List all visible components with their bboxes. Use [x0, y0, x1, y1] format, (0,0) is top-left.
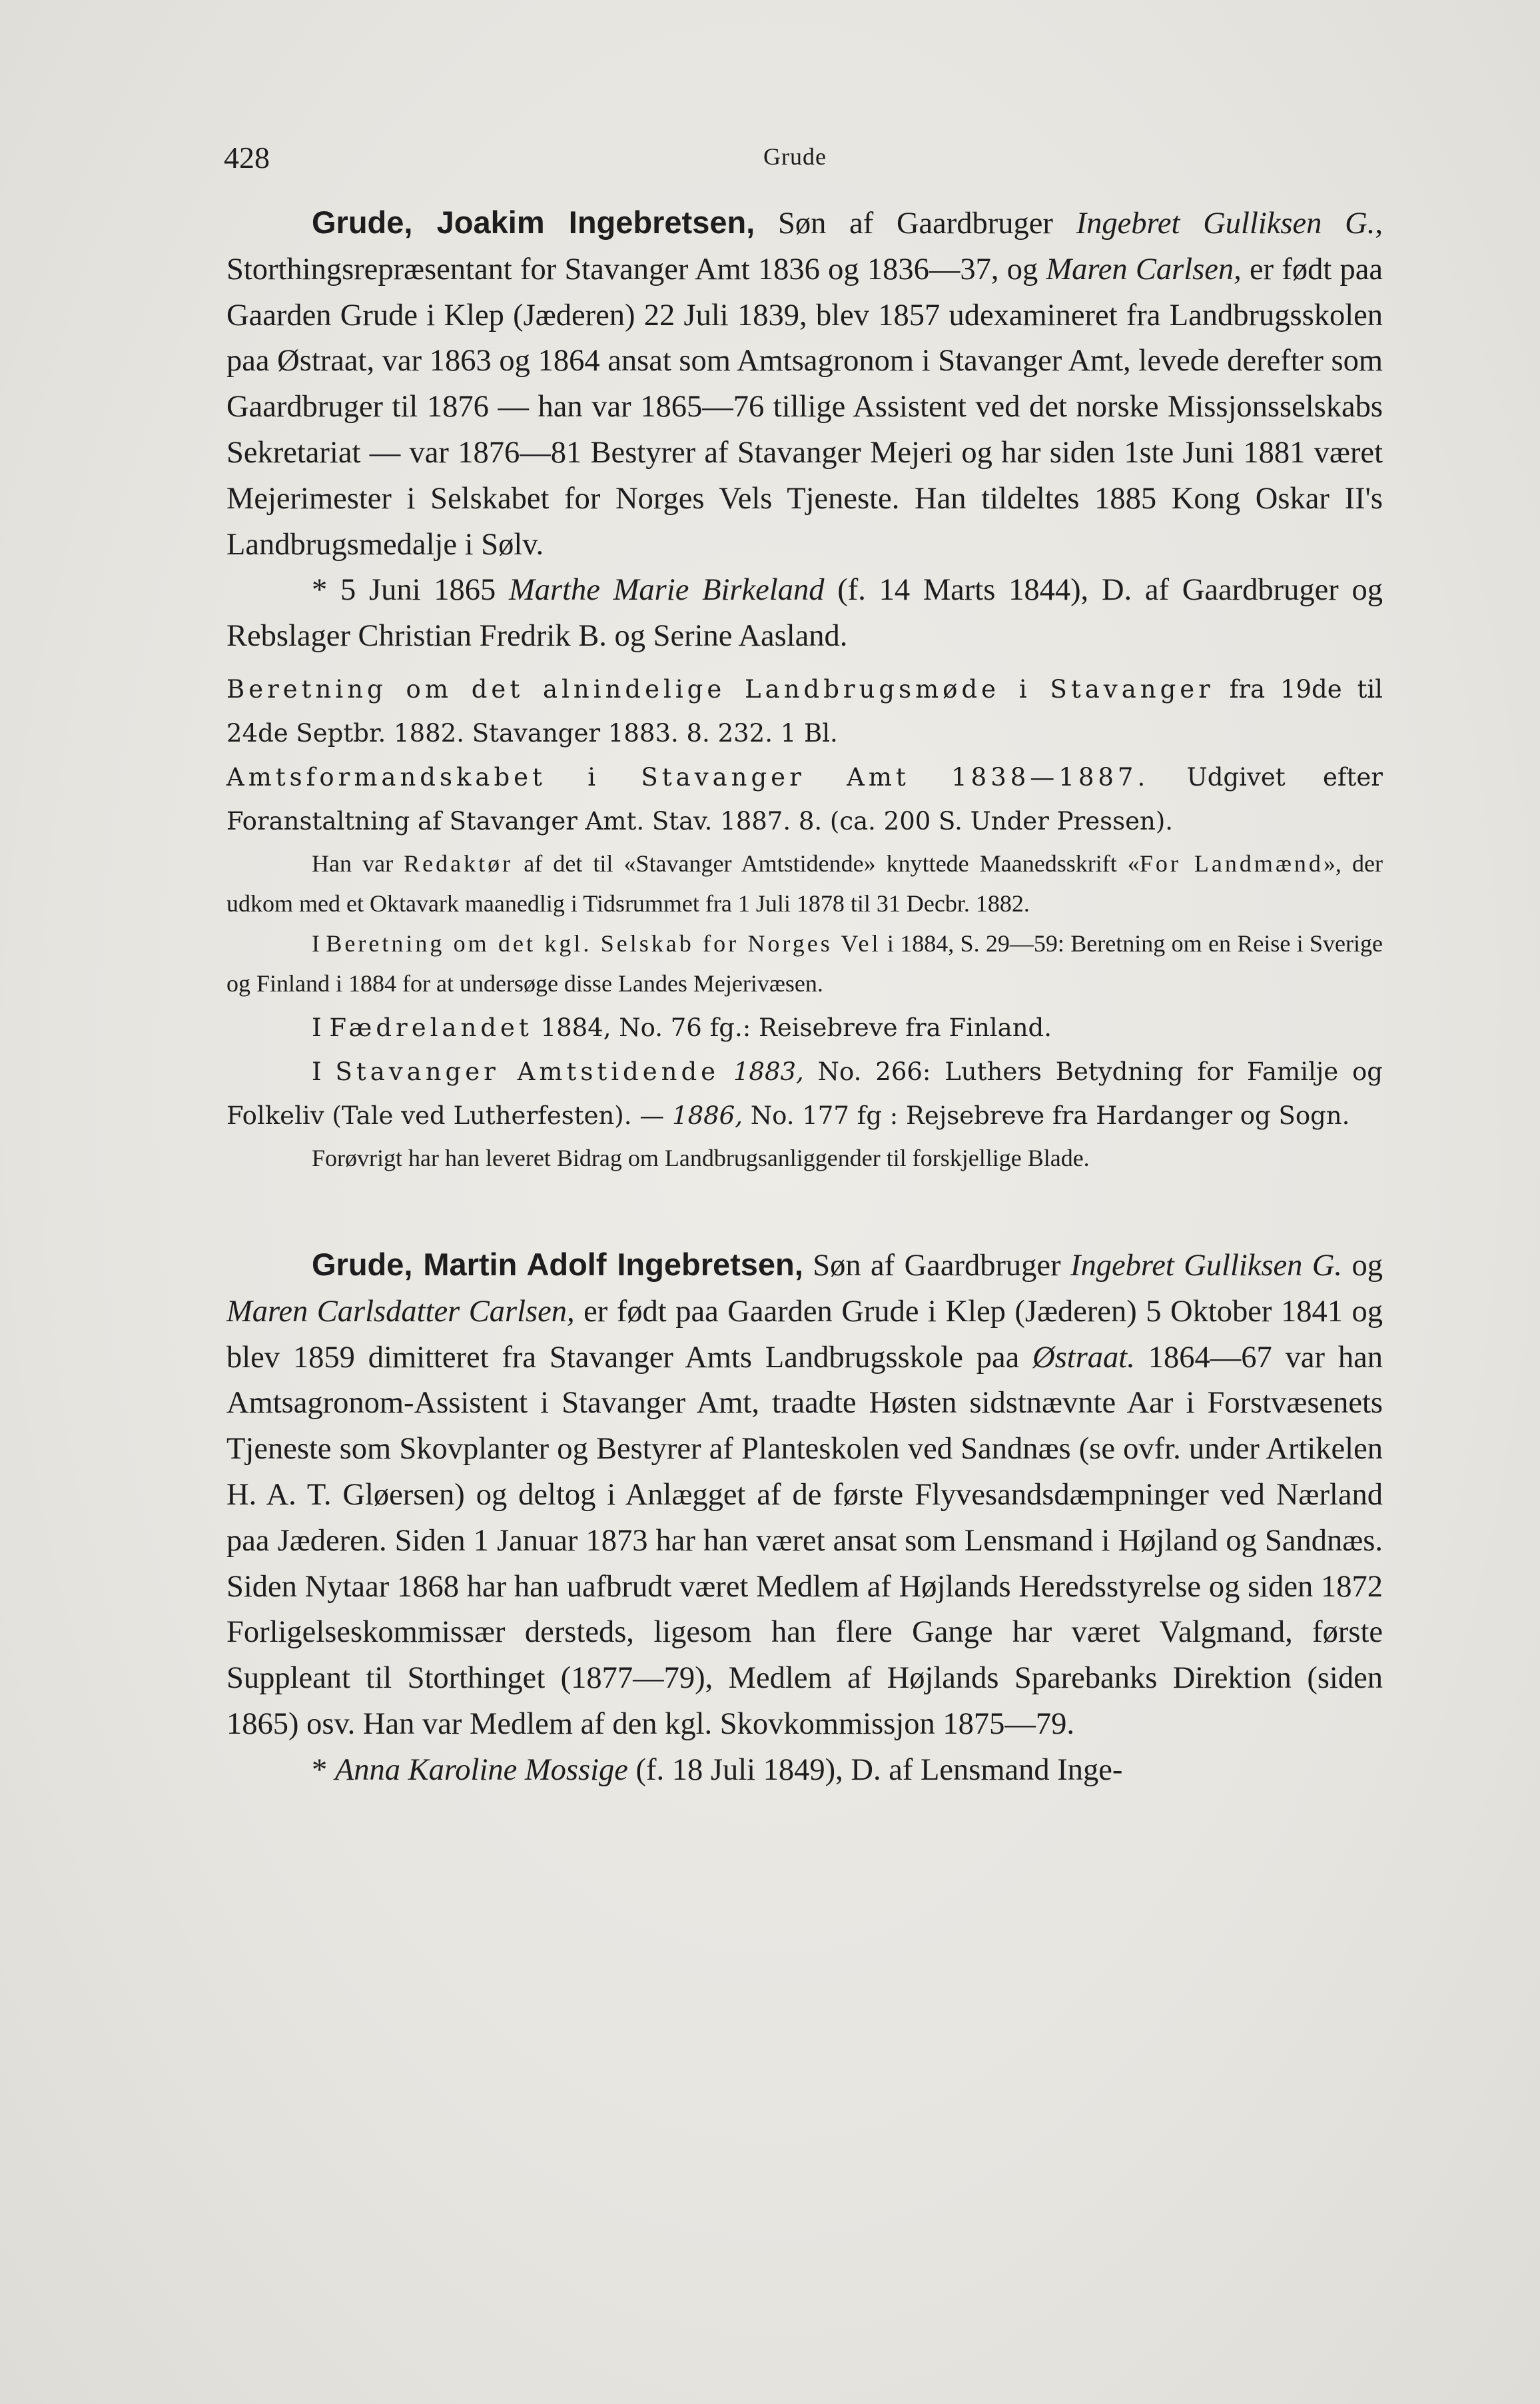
entry-2-father: Ingebret Gulliksen G.: [1070, 1248, 1343, 1283]
entry-2-place: Østraat.: [1032, 1340, 1135, 1375]
note-text: i 1884, S. 29—59: Beretning om en Reise i Sverige og Finland i 1884 for at undersøge disse Landes Mejerivæsen.: [226, 929, 1383, 997]
entry-2-text: er født paa Gaarden Grude i Klep (Jæderen) 5 Oktober 1841 og blev 1859 dimitteret fra Stavanger Amts Landbrugsskole paa: [226, 1294, 1383, 1375]
work-title: Beretning om det alnindelige Landbrugsmøde i Stavanger: [226, 674, 1214, 704]
marriage-text: *: [312, 1752, 335, 1787]
entry-1-work-4: [226, 1050, 1383, 1138]
note-spaced: Beretning om det kgl. Selskab for Norges Vel: [326, 929, 881, 957]
entry-1-note-2: [226, 923, 1383, 1003]
marriage-text: (f. 18 Juli 1849), D. af Lensmand Inge-: [627, 1752, 1123, 1787]
entry-2-biography: [226, 1242, 1383, 1748]
entry-1-text: er født paa Gaarden Grude i Klep (Jæderen) 22 Juli 1839, blev 1857 udexamineret fra Landbrugsskolen paa Østraat, var 1863 og 1864 ansat som Amtsagronom i Stavanger Amt, levede derefter som Gaardbruger til 1876 — han var 1865—76 tillige Assistent ved det norske Missjonsselskabs Sekretariat — var 1876—81 Bestyrer af Stavanger Mejeri og har siden 1ste Juni 1881 været Mejerimester i Selskabet for Norges Vels Tjeneste. Han tildeltes 1885 Kong Oskar II's Landbrugsmedalje i Sølv.: [226, 252, 1383, 562]
note-spaced: Redaktør: [404, 850, 514, 877]
work-text: No. 266: Luthers Betydning for Familje og Folkeliv (Tale ved Lutherfesten). —: [226, 1057, 1383, 1130]
marriage-text: (f. 14 Marts 1844), D. af Gaardbruger og Rebslager Christian Fredrik B. og Serine Aasland.: [226, 573, 1383, 654]
work-text: I: [312, 1057, 336, 1086]
page-body: [226, 200, 1383, 1794]
entry-1-father: Ingebret Gulliksen G.: [1076, 207, 1375, 241]
note-text: af det til «Stavanger Amtstidende» knyttede Maanedsskrift «: [513, 850, 1140, 877]
entry-1-note-1: [226, 844, 1383, 923]
work-details: fra 19de til 24de Septbr. 1882. Stavanger 1883. 8. 232. 1 Bl.: [226, 674, 1383, 748]
work-spaced: Fædrelandet: [329, 1013, 533, 1042]
entry-2-text: 1864—67 var han Amtsagronom-Assistent i Stavanger Amt, traadte Høsten sidstnævnte Aar i Forstvæsenets Tjeneste som Skovplanter og Bestyrer af Planteskolen ved Sandnæs (se ovfr. under Artikelen H. A. T. Gløersen) og deltog i Anlægget af de første Flyvesandsdæmpninger ved Nærland paa Jæderen. Siden 1 Januar 1873 har han været ansat som Lensmand i Høјland og Sandnæs. Siden Nytaar 1868 har han uafbrudt været Medlem af Højlands Heredsstyrelse og siden 1872 Forligelseskommissær dersteds, ligesom han flere Gange har været Valgmand, første Suppleant til Storthinget (1877—79), Medlem af Højlands Sparebanks Direktion (siden 1865) osv. Han var Medlem af den kgl. Skovkommissjon 1875—79.: [226, 1340, 1383, 1741]
running-head: Grude: [763, 143, 827, 170]
entry-2-text: og: [1342, 1248, 1383, 1283]
note-text: », der udkom med et Oktavark maanedlig i Tidsrummet fra 1 Juli 1878 til 31 Decbr. 1882.: [226, 850, 1383, 917]
entry-1-work-1: [226, 668, 1383, 756]
work-spaced: Stavanger Amtstidende: [335, 1057, 720, 1086]
entry-1-spouse: Marthe Marie Birkeland: [509, 573, 825, 608]
entry-separator: [226, 1178, 1383, 1242]
work-details: Udgivet efter Foranstaltning af Stavanger Amt. Stav. 1887. 8. (ca. 200 S. Under Pressen).: [226, 762, 1383, 836]
entry-1-text: , Storthingsrepræsentant for Stavanger Amt 1836 og 1836—37, og: [226, 207, 1383, 287]
entry-1-name: Grude, Joakim Ingebretsen,: [312, 205, 755, 240]
page-number: 428: [224, 141, 270, 175]
work-year: 1886,: [672, 1101, 743, 1130]
note-text: Han var: [312, 850, 404, 877]
entry-2-text: Søn af Gaardbruger: [803, 1248, 1070, 1283]
work-text: 1884, No. 76 fg.: Reisebreve fra Finland.: [532, 1013, 1052, 1042]
note-text: I: [312, 929, 326, 957]
work-text: No. 177 fg : Rejsebreve fra Hardanger og Sogn.: [742, 1101, 1350, 1130]
entry-2-mother: Maren Carlsdatter Carlsen,: [226, 1294, 575, 1329]
entry-1-biography: [226, 200, 1383, 568]
page-header: [224, 140, 1383, 180]
entry-2-name: Grude, Martin Adolf Ingebretsen,: [312, 1246, 803, 1282]
entry-1-work-2: [226, 756, 1383, 844]
work-title: Amtsformandskabet i Stavanger Amt 1838—1887.: [226, 762, 1150, 792]
entry-2-marriage: [226, 1748, 1383, 1794]
note-spaced: For Landmænd: [1139, 850, 1324, 877]
entry-2-spouse: Anna Karoline Mossige: [334, 1752, 628, 1787]
entry-1-marriage: [226, 568, 1383, 660]
entry-1-note-3: Forøvrigt har han leveret Bidrag om Landbrugsanliggender til forskjellige Blade.: [312, 1144, 1090, 1171]
work-text: I: [312, 1013, 330, 1042]
work-year: 1883,: [719, 1057, 804, 1086]
entry-1-text: Søn af Gaardbruger: [755, 207, 1076, 241]
entry-1-work-3: [226, 1006, 1383, 1050]
entry-1-mother: Maren Carlsen,: [1046, 252, 1242, 287]
marriage-text: * 5 Juni 1865: [312, 573, 510, 608]
